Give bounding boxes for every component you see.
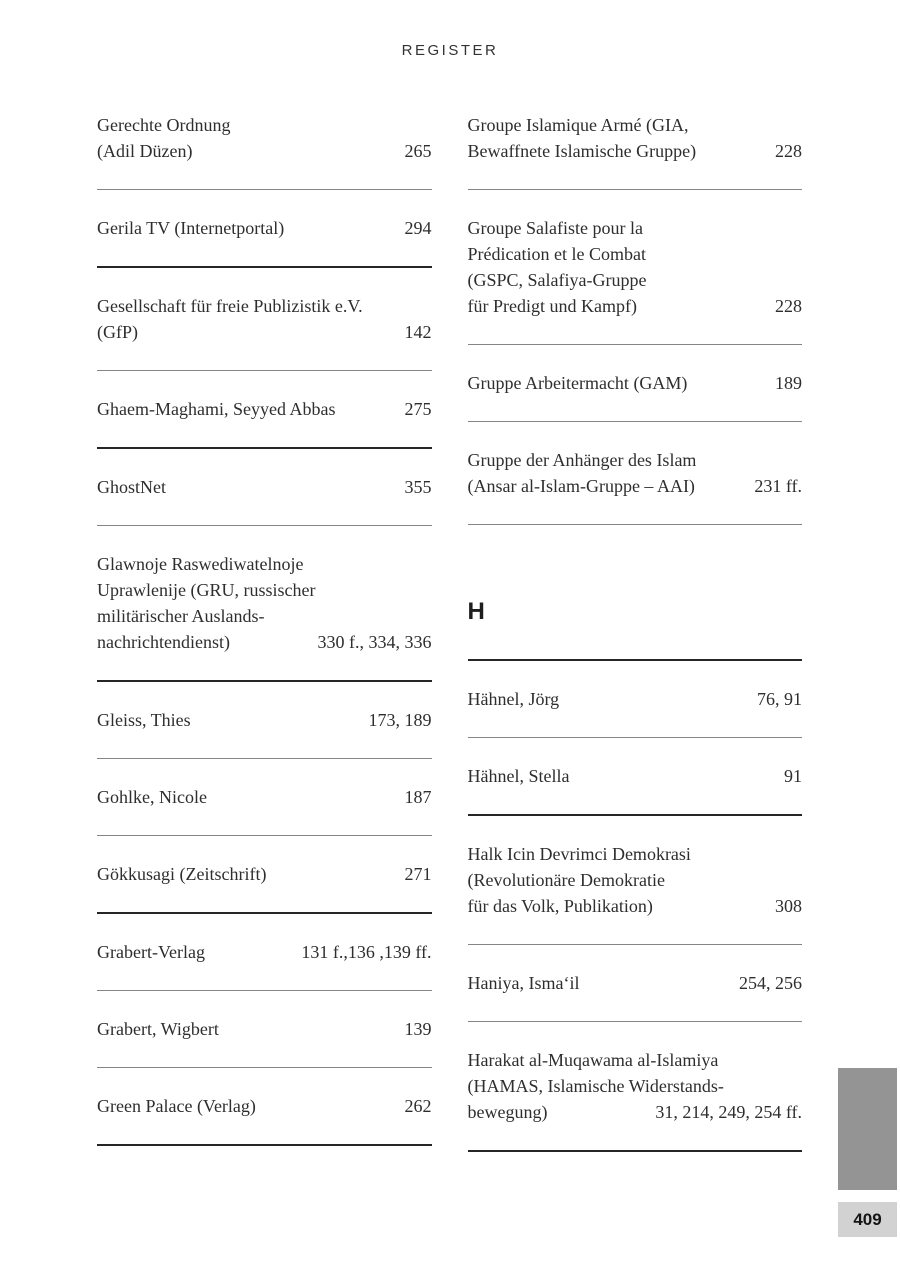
entry-text-line: Prédication et le Combat xyxy=(467,244,646,264)
chapter-thumb-tab xyxy=(838,1068,897,1190)
index-entry xyxy=(97,474,432,500)
entry-last-line xyxy=(97,1016,432,1042)
entry-divider-rule xyxy=(97,758,432,759)
page-number-box xyxy=(838,1202,897,1237)
entry-text-line: (HAMAS, Islamische Widerstands- xyxy=(467,1076,724,1096)
entry-divider-rule xyxy=(97,189,432,190)
entry-label: für das Volk, Publikation) xyxy=(467,896,653,916)
entry-divider-rule xyxy=(97,370,432,371)
index-entry xyxy=(468,112,803,164)
entry-text-line: Groupe Salafiste pour la xyxy=(467,218,643,238)
entry-last-line xyxy=(97,707,432,733)
entry-divider-rule xyxy=(97,1067,432,1068)
index-entry xyxy=(468,1047,803,1125)
entry-label: (Adil Düzen) xyxy=(97,141,193,161)
entry-last-line xyxy=(468,473,803,499)
entry-page-numbers: 262 xyxy=(404,1096,432,1116)
entry-page-numbers: 91 xyxy=(784,766,802,786)
entry-text-line: (Revolutionäre Demokratie xyxy=(467,870,665,890)
entry-page-numbers: 228 xyxy=(775,296,802,316)
entry-last-line xyxy=(97,319,432,345)
index-columns xyxy=(97,112,802,1177)
entry-label: Haniya, Isma‘il xyxy=(467,973,580,993)
entry-label: Gohlke, Nicole xyxy=(97,787,207,807)
entry-label: Bewaffnete Islamische Gruppe) xyxy=(467,141,697,161)
entry-divider-rule xyxy=(468,1021,803,1022)
entry-last-line xyxy=(97,784,432,810)
entry-page-numbers: 275 xyxy=(404,399,432,419)
entry-divider-rule xyxy=(468,421,803,422)
entry-page-numbers: 131 f.,136 ,139 ff. xyxy=(301,942,432,962)
entry-last-line xyxy=(97,138,432,164)
entry-divider-rule xyxy=(468,524,803,525)
entry-page-numbers: 139 xyxy=(404,1019,432,1039)
entry-label: Gökkusagi (Zeitschrift) xyxy=(97,864,267,884)
index-entry xyxy=(97,215,432,241)
entry-page-numbers: 254, 256 xyxy=(739,973,802,993)
entry-label: Ghaem-Maghami, Seyyed Abbas xyxy=(97,399,336,419)
entry-page-numbers: 271 xyxy=(404,864,432,884)
section-divider-rule xyxy=(468,659,803,661)
index-entry xyxy=(468,841,803,919)
index-entry xyxy=(468,215,803,319)
entry-last-line xyxy=(97,396,432,422)
index-entry xyxy=(97,293,432,345)
entry-divider-rule xyxy=(97,912,432,914)
entry-page-numbers: 142 xyxy=(404,322,432,342)
entry-text-line: Gerechte Ordnung xyxy=(97,115,231,135)
index-entry xyxy=(97,551,432,655)
entry-page-numbers: 76, 91 xyxy=(757,689,802,709)
index-entry xyxy=(97,1093,432,1119)
index-entry xyxy=(97,112,432,164)
entry-page-numbers: 31, 214, 249, 254 ff. xyxy=(655,1102,802,1122)
entry-text-line: Gesellschaft für freie Publizistik e.V. xyxy=(97,296,363,316)
entry-divider-rule xyxy=(468,344,803,345)
index-entry xyxy=(97,396,432,422)
entry-page-numbers: 308 xyxy=(775,896,802,916)
entry-last-line xyxy=(468,686,803,712)
entry-label: Grabert, Wigbert xyxy=(97,1019,219,1039)
index-entry xyxy=(468,686,803,712)
entry-label: (Ansar al-Islam-Gruppe – AAI) xyxy=(467,476,695,496)
entry-page-numbers: 173, 189 xyxy=(368,710,432,730)
entry-last-line xyxy=(97,1093,432,1119)
entry-last-line xyxy=(97,215,432,241)
entry-page-numbers: 187 xyxy=(404,787,432,807)
entry-page-numbers: 294 xyxy=(404,218,432,238)
entry-text-line: militärischer Auslands- xyxy=(97,606,265,626)
entry-divider-rule xyxy=(97,1144,432,1146)
entry-text-line: Uprawlenije (GRU, russischer xyxy=(97,580,316,600)
entry-last-line xyxy=(468,970,803,996)
page-title: REGISTER xyxy=(401,42,499,59)
index-entry xyxy=(97,707,432,733)
entry-divider-rule xyxy=(97,990,432,991)
entry-last-line xyxy=(468,293,803,319)
entry-divider-rule xyxy=(97,680,432,682)
index-entry xyxy=(468,370,803,396)
entry-label: für Predigt und Kampf) xyxy=(467,296,637,316)
entry-label: Grabert-Verlag xyxy=(97,942,205,962)
entry-last-line xyxy=(468,763,803,789)
entry-label: bewegung) xyxy=(467,1102,548,1122)
entry-text-line: Gruppe der Anhänger des Islam xyxy=(467,450,697,470)
entry-divider-rule xyxy=(97,835,432,836)
entry-divider-rule xyxy=(97,266,432,268)
entry-page-numbers: 330 f., 334, 336 xyxy=(317,632,432,652)
section-letter: H xyxy=(467,598,485,625)
entry-text-line: Halk Icin Devrimci Demokrasi xyxy=(467,844,691,864)
entry-text-line: Glawnoje Raswediwatelnoje xyxy=(97,554,304,574)
index-entry xyxy=(97,784,432,810)
entry-divider-rule xyxy=(468,737,803,738)
entry-page-numbers: 228 xyxy=(775,141,802,161)
entry-label: nachrichtendienst) xyxy=(97,632,230,652)
entry-text-line: (GSPC, Salafiya-Gruppe xyxy=(467,270,647,290)
entry-label: GhostNet xyxy=(97,477,166,497)
entry-last-line xyxy=(97,939,432,965)
index-entry xyxy=(468,970,803,996)
entry-last-line xyxy=(468,1099,803,1125)
entry-divider-rule xyxy=(97,447,432,449)
entry-label: Green Palace (Verlag) xyxy=(97,1096,256,1116)
entry-label: Hähnel, Stella xyxy=(467,766,570,786)
entry-label: Gruppe Arbeitermacht (GAM) xyxy=(467,373,688,393)
entry-page-numbers: 265 xyxy=(404,141,432,161)
entry-label: Gleiss, Thies xyxy=(97,710,191,730)
entry-page-numbers: 355 xyxy=(404,477,432,497)
entry-label: Hähnel, Jörg xyxy=(467,689,560,709)
entry-divider-rule xyxy=(97,525,432,526)
entry-label: Gerila TV (Internetportal) xyxy=(97,218,285,238)
index-entry xyxy=(468,763,803,789)
entry-last-line xyxy=(97,474,432,500)
entry-text-line: Groupe Islamique Armé (GIA, xyxy=(467,115,689,135)
entry-last-line xyxy=(468,138,803,164)
entry-text-line: Harakat al-Muqawama al-Islamiya xyxy=(467,1050,719,1070)
entry-label: (GfP) xyxy=(97,322,138,342)
entry-last-line xyxy=(97,629,432,655)
entry-divider-rule xyxy=(468,814,803,816)
index-entry xyxy=(468,447,803,499)
entry-divider-rule xyxy=(468,944,803,945)
index-entry xyxy=(97,939,432,965)
entry-page-numbers: 189 xyxy=(775,373,802,393)
entry-last-line xyxy=(97,861,432,887)
index-entry xyxy=(97,1016,432,1042)
entry-divider-rule xyxy=(468,189,803,190)
entry-divider-rule xyxy=(468,1150,803,1152)
index-entry xyxy=(97,861,432,887)
column-left xyxy=(97,112,432,1177)
page-number: 409 xyxy=(853,1209,882,1229)
entry-last-line xyxy=(468,370,803,396)
entry-page-numbers: 231 ff. xyxy=(754,476,802,496)
entry-last-line xyxy=(468,893,803,919)
column-right xyxy=(468,112,803,1177)
